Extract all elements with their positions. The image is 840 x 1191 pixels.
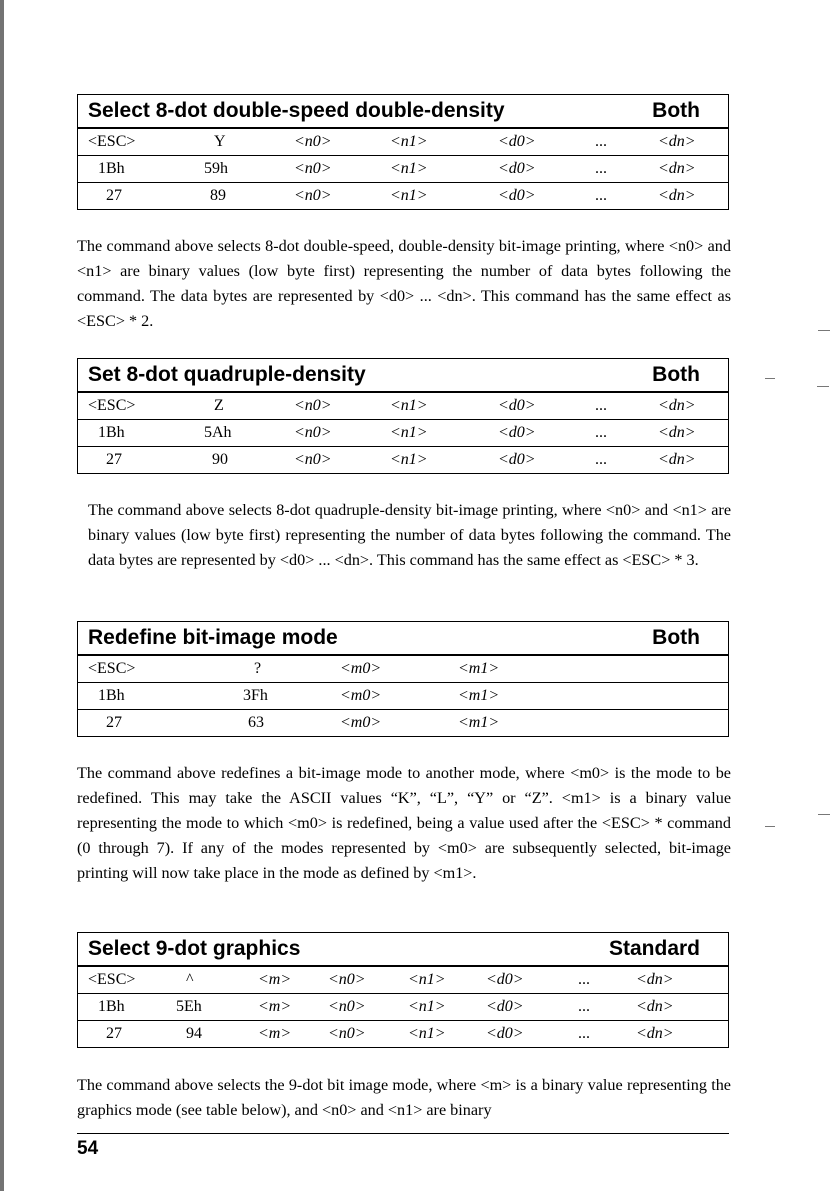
- cell: 59h: [204, 160, 228, 177]
- footer-rule: [77, 1133, 729, 1134]
- cell: <dn>: [636, 998, 674, 1015]
- command-row-esc: [78, 128, 728, 155]
- cell: ^: [186, 971, 194, 988]
- cell: <d0>: [498, 397, 536, 414]
- margin-mark: [818, 814, 830, 815]
- cell: 27: [106, 1025, 122, 1042]
- cell: <d0>: [498, 133, 536, 150]
- command-row-dec: [78, 182, 728, 209]
- cell: <ESC>: [88, 397, 136, 414]
- page-number: 54: [77, 1138, 99, 1159]
- cell: ...: [595, 187, 607, 204]
- cell: <m1>: [458, 687, 500, 704]
- cell: <ESC>: [88, 660, 136, 677]
- command-title-bar: [78, 933, 728, 966]
- command-row-hex: [78, 419, 728, 446]
- cell: ...: [578, 1025, 590, 1042]
- cell: <n1>: [390, 451, 428, 468]
- cell: <ESC>: [88, 971, 136, 988]
- cell: 27: [106, 714, 122, 731]
- cell: <n1>: [408, 1025, 446, 1042]
- cell: <n1>: [390, 397, 428, 414]
- command-row-esc: [78, 966, 728, 993]
- command-box-double-speed: [77, 94, 729, 210]
- command-scope: Both: [652, 363, 700, 386]
- margin-mark: [765, 378, 775, 379]
- cell: <dn>: [658, 160, 696, 177]
- cell: <d0>: [498, 160, 536, 177]
- cell: ...: [578, 971, 590, 988]
- cell: 90: [212, 451, 228, 468]
- cell: <n1>: [408, 971, 446, 988]
- cell: <dn>: [636, 1025, 674, 1042]
- cell: 1Bh: [98, 424, 125, 441]
- cell: <m0>: [340, 687, 382, 704]
- cell: <d0>: [498, 187, 536, 204]
- cell: 94: [186, 1025, 202, 1042]
- cell: <n1>: [408, 998, 446, 1015]
- cell: ...: [595, 424, 607, 441]
- command-row-hex: [78, 155, 728, 182]
- cell: <n0>: [294, 397, 332, 414]
- margin-mark: [765, 826, 775, 827]
- description-paragraph: The command above selects the 9-dot bit image mode, where <m> is a binary value representing the graphics mode (see table below), and <n0> and <n1> are binary: [77, 1076, 731, 1119]
- cell: ...: [595, 160, 607, 177]
- cell: 63: [248, 714, 264, 731]
- command-scope: Both: [652, 626, 700, 649]
- cell: <d0>: [486, 1025, 524, 1042]
- cell: ...: [578, 998, 590, 1015]
- cell: ...: [595, 133, 607, 150]
- margin-mark: [818, 330, 830, 331]
- cell: <dn>: [658, 133, 696, 150]
- cell: <d0>: [498, 451, 536, 468]
- cell: 5Ah: [204, 424, 232, 441]
- cell: <dn>: [658, 397, 696, 414]
- cell: <n1>: [390, 160, 428, 177]
- description-paragraph: The command above selects 8-dot double-speed, double-density bit-image printing, where <n0> and <n1> are binary values (low byte first) representing the number of data bytes following the command. The data bytes are represented by <d0> ... <dn>. This command has the same effect as <ESC> * 2.: [77, 237, 731, 330]
- cell: <n0>: [328, 971, 366, 988]
- command-box-quadruple-density: [77, 358, 729, 474]
- cell: 1Bh: [98, 687, 125, 704]
- cell: <m>: [258, 998, 292, 1015]
- cell: <m0>: [340, 660, 382, 677]
- description-paragraph: The command above selects 8-dot quadruple-density bit-image printing, where <n0> and <n1> are binary values (low byte first) representing the number of data bytes following the command. The data bytes are represented by <d0> ... <dn>. This command has the same effect as <ESC> * 3.: [88, 501, 731, 569]
- command-row-hex: [78, 682, 728, 709]
- cell: <n1>: [390, 133, 428, 150]
- cell: 27: [106, 187, 122, 204]
- cell: <n0>: [294, 451, 332, 468]
- command-row-dec: [78, 1020, 728, 1047]
- cell: <d0>: [498, 424, 536, 441]
- cell: <n1>: [390, 187, 428, 204]
- cell: ?: [254, 660, 262, 677]
- command-title-bar: [78, 359, 728, 392]
- cell: 3Fh: [243, 687, 268, 704]
- command-row-esc: [78, 655, 728, 682]
- cell: <d0>: [486, 971, 524, 988]
- cell: <n0>: [294, 424, 332, 441]
- cell: <dn>: [658, 451, 696, 468]
- cell: <m1>: [458, 660, 500, 677]
- command-scope: Both: [652, 99, 700, 122]
- cell: ...: [595, 397, 607, 414]
- cell: <m>: [258, 1025, 292, 1042]
- command-title-bar: [78, 622, 728, 655]
- command-title: Select 8-dot double-speed double-density: [88, 99, 505, 122]
- cell: <m0>: [340, 714, 382, 731]
- cell: Y: [214, 133, 226, 150]
- cell: <n0>: [294, 187, 332, 204]
- cell: <d0>: [486, 998, 524, 1015]
- cell: 1Bh: [98, 998, 125, 1015]
- margin-mark: [817, 386, 829, 387]
- command-title: Set 8-dot quadruple-density: [88, 363, 366, 386]
- command-row-esc: [78, 392, 728, 419]
- cell: 89: [210, 187, 226, 204]
- command-row-dec: [78, 446, 728, 473]
- cell: 27: [106, 451, 122, 468]
- cell: <n1>: [390, 424, 428, 441]
- command-row-hex: [78, 993, 728, 1020]
- cell: <n0>: [294, 160, 332, 177]
- command-title: Redefine bit-image mode: [88, 626, 338, 649]
- command-scope: Standard: [608, 937, 700, 960]
- cell: 5Eh: [176, 998, 202, 1015]
- cell: <ESC>: [88, 133, 136, 150]
- cell: <dn>: [658, 187, 696, 204]
- cell: <n0>: [294, 133, 332, 150]
- scan-edge: [0, 0, 4, 1191]
- description-paragraph: The command above redefines a bit-image mode to another mode, where <m0> is the mode to be redefined. This may take the ASCII values “K”, “L”, “Y” or “Z”. <m1> is a binary value representing the mode to which <m0> is redefined, being a value used after the <ESC> * command (0 through 7). If any of the modes represented by <m0> are subsequently selected, bit-image printing will now take place in the mode as defined by <m1>.: [77, 764, 731, 882]
- cell: <m>: [258, 971, 292, 988]
- cell: Z: [214, 397, 224, 414]
- cell: ...: [595, 451, 607, 468]
- cell: <m1>: [458, 714, 500, 731]
- cell: <n0>: [328, 998, 366, 1015]
- command-box-9-dot-graphics: [77, 932, 729, 1048]
- cell: <n0>: [328, 1025, 366, 1042]
- cell: 1Bh: [98, 160, 125, 177]
- command-row-dec: [78, 709, 728, 736]
- command-title: Select 9-dot graphics: [88, 937, 301, 960]
- command-title-bar: [78, 95, 728, 128]
- command-box-redefine-bit-image: [77, 621, 729, 737]
- cell: <dn>: [658, 424, 696, 441]
- cell: <dn>: [636, 971, 674, 988]
